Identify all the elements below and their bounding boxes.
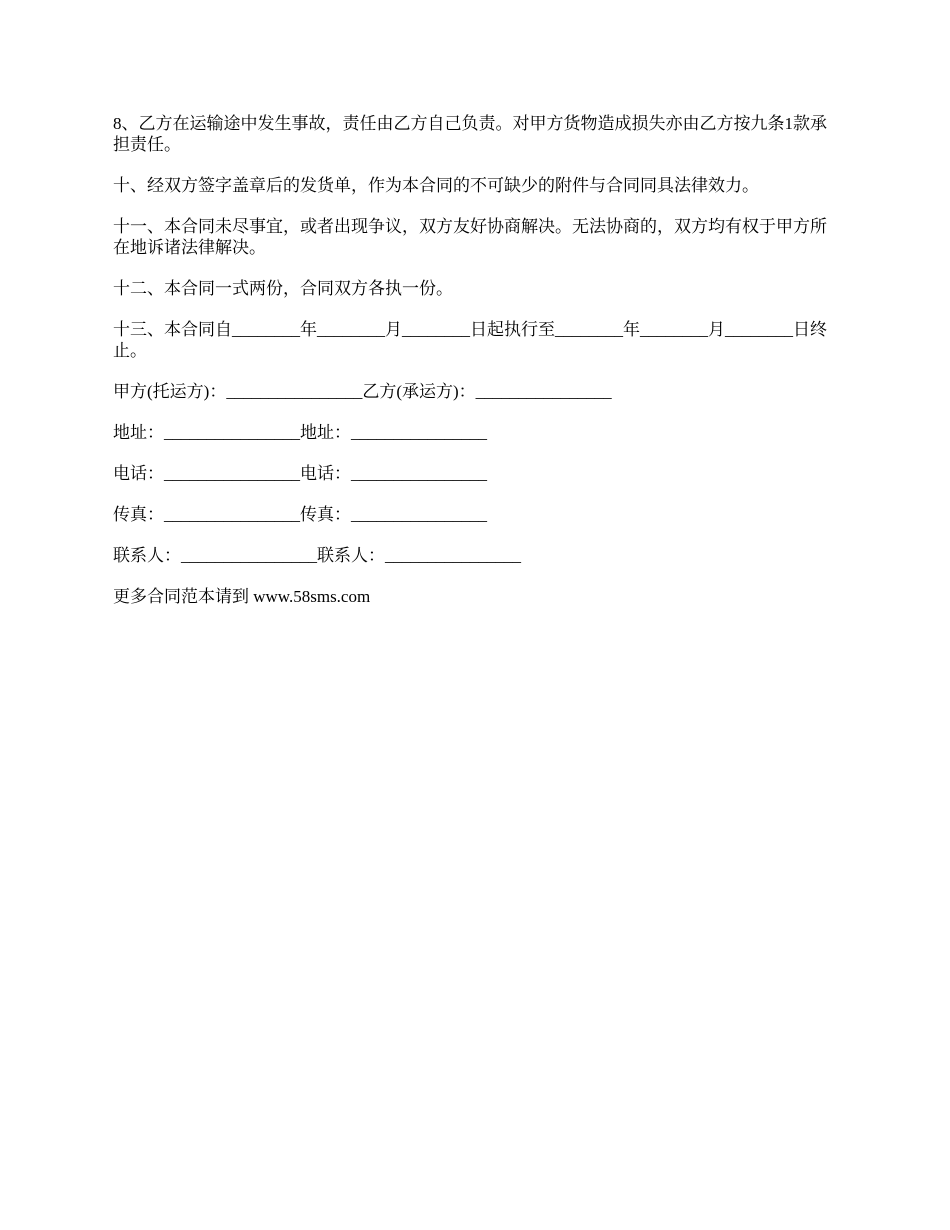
clause-8: 8、乙方在运输途中发生事故，责任由乙方自己负责。对甲方货物造成损失亦由乙方按九条1款承担责任。 — [113, 114, 827, 154]
contact-line: 联系人：________________联系人：________________ — [113, 546, 521, 565]
address-line: 地址：________________地址：________________ — [113, 423, 487, 442]
clause-13: 十三、本合同自________年________月________日起执行至________年________月________日终止。 — [113, 320, 827, 360]
document-page — [113, 113, 843, 627]
party-names-line: 甲方(托运方)：________________乙方(承运方)：________________ — [113, 382, 612, 401]
clause-12: 十二、本合同一式两份，合同双方各执一份。 — [113, 279, 453, 298]
clause-10: 十、经双方签字盖章后的发货单，作为本合同的不可缺少的附件与合同同具法律效力。 — [113, 176, 759, 195]
phone-line: 电话：________________电话：________________ — [113, 464, 487, 483]
fax-line: 传真：________________传真：________________ — [113, 505, 487, 524]
footer-note: 更多合同范本请到 www.58sms.com — [113, 587, 371, 606]
clause-11: 十一、本合同未尽事宜，或者出现争议，双方友好协商解决。无法协商的，双方均有权于甲方所在地诉诸法律解决。 — [113, 217, 827, 257]
